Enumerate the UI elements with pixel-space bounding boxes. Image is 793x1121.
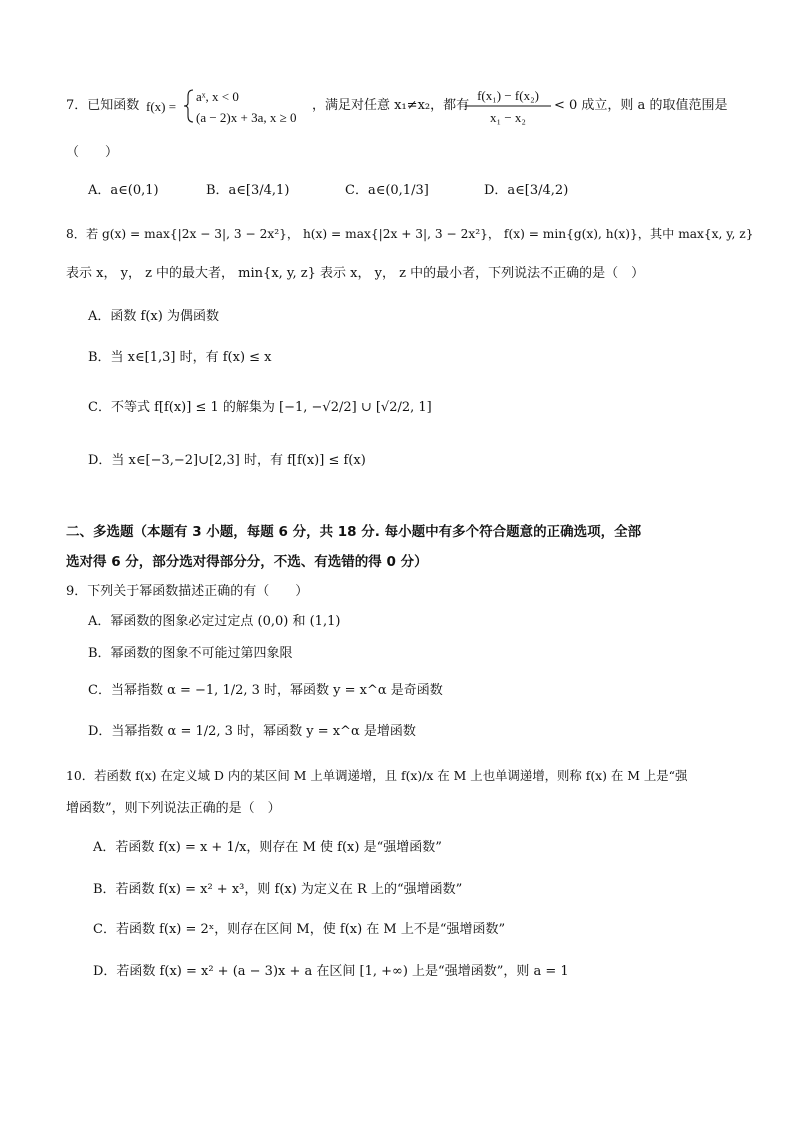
- q9-option-c: C．当幂指数 α = −1, 1/2, 3 时，幂函数 y = x^α 是奇函数: [88, 683, 443, 698]
- q7-option-d: D．a∈[3/4,2): [484, 183, 569, 198]
- q10-option-b: B．若函数 f(x) = x² + x³，则 f(x) 为定义在 R 上的“强增函数”: [93, 882, 463, 897]
- section-2-heading-line1: 二、多选题（本题有 3 小题，每题 6 分，共 18 分. 每小题中有多个符合题意的正确选项，全部: [66, 524, 642, 540]
- q7-option-a: A．a∈(0,1): [88, 183, 159, 198]
- q7-frac-denominator: x₁ − x₂: [490, 110, 526, 125]
- q7-frac-numerator: f(x₁) − f(x₂): [477, 88, 539, 103]
- q8-option-c: C．不等式 f[f(x)] ≤ 1 的解集为 [−1, −√2/2] ∪ [√2/2, 1]: [88, 400, 432, 415]
- q7-prefix: 7．已知函数: [66, 98, 140, 113]
- q8-option-a: A．函数 f(x) 为偶函数: [88, 309, 219, 324]
- q8-stem-line2: 表示 x， y， z 中的最大者， min{x, y, z} 表示 x， y， z 中的最小者，下列说法不正确的是（ ）: [66, 266, 645, 281]
- q7-answer-paren: （ ）: [66, 145, 119, 160]
- q7-piecewise-definition: [146, 84, 316, 128]
- q8-option-b: B．当 x∈[1,3] 时，有 f(x) ≤ x: [88, 350, 272, 365]
- q9-option-a: A．幂函数的图象必定过定点 (0,0) 和 (1,1): [88, 614, 341, 629]
- q10-option-a: A．若函数 f(x) = x + 1/x，则存在 M 使 f(x) 是“强增函数”: [93, 840, 442, 855]
- q9-option-d: D．当幂指数 α = 1/2, 3 时，幂函数 y = x^α 是增函数: [88, 724, 416, 739]
- q9-option-b: B．幂函数的图象不可能过第四象限: [88, 646, 293, 661]
- q10-option-c: C．若函数 f(x) = 2ˣ，则存在区间 M，使 f(x) 在 M 上不是“强增函数”: [93, 922, 506, 937]
- q7-option-c: C．a∈(0,1/3]: [345, 183, 429, 198]
- brace-icon: [184, 90, 193, 122]
- q8-stem-line1: 8．若 g(x) = max{|2x − 3|, 3 − 2x²}， h(x) = max{|2x + 3|, 3 − 2x²}， f(x) = min{g(x), h(x)}，其中 max{x, y, z}: [66, 227, 754, 241]
- q7-case-1: aˣ, x < 0: [196, 89, 239, 104]
- q7-difference-quotient: [463, 86, 553, 128]
- q9-stem: 9．下列关于幂函数描述正确的有（ ）: [66, 584, 309, 599]
- q10-option-d: D．若函数 f(x) = x² + (a − 3)x + a 在区间 [1, +∞) 上是“强增函数”，则 a = 1: [93, 964, 569, 979]
- q7-middle-text: ，满足对任意 x₁≠x₂，都有: [312, 98, 470, 113]
- q10-stem-line2: 增函数”，则下列说法正确的是（ ）: [66, 801, 281, 816]
- section-2-heading-line2: 选对得 6 分，部分选对得部分分，不选、有选错的得 0 分）: [66, 554, 428, 570]
- q7-function-label: f(x) =: [146, 99, 177, 114]
- q10-stem-line1: 10．若函数 f(x) 在定义域 D 内的某区间 M 上单调递增，且 f(x)/x 在 M 上也单调递增，则称 f(x) 在 M 上是“强: [66, 768, 688, 783]
- q7-option-b: B．a∈[3/4,1): [206, 183, 290, 198]
- q8-option-d: D．当 x∈[−3,−2]∪[2,3] 时，有 f[f(x)] ≤ f(x): [88, 453, 366, 468]
- q7-case-2: (a − 2)x + 3a, x ≥ 0: [196, 110, 297, 125]
- q7-suffix: < 0 成立，则 a 的取值范围是: [554, 98, 728, 113]
